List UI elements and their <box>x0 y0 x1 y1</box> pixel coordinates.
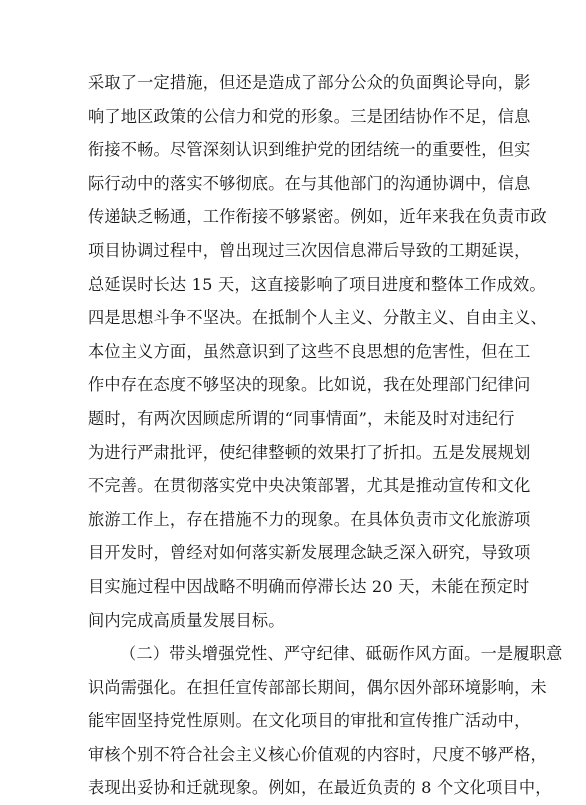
text-line: 不完善。在贯彻落实党中央决策部署，尤其是推动宣传和文化 <box>88 476 531 496</box>
text-line: 为进行严肃批评，使纪律整顿的效果打了折扣。五是发展规划 <box>88 442 531 462</box>
text-line: 旅游工作上，存在措施不力的现象。在具体负责市文化旅游项 <box>88 509 531 529</box>
text-line: 四是思想斗争不坚决。在抵制个人主义、分散主义、自由主义、 <box>88 308 547 328</box>
text-line: 表现出妥协和迁就现象。例如，在最近负责的 8 个文化项目中， <box>88 778 552 798</box>
text-line: 传递缺乏畅通，工作衔接不够紧密。例如，近年来我在负责市政 <box>88 207 547 227</box>
text-line: 能牢固坚持党性原则。在文化项目的审批和宣传推广活动中， <box>88 711 531 731</box>
text-line: 采取了一定措施，但还是造成了部分公众的负面舆论导向，影 <box>88 73 531 92</box>
text-line: 题时，有两次因顾虑所谓的“同事情面”，未能及时对违纪行 <box>88 408 515 428</box>
text-line: 识尚需强化。在担任宣传部部长期间，偶尔因外部环境影响，未 <box>88 677 547 697</box>
text-line: 目实施过程中因战略不明确而停滞长达 20 天，未能在预定时 <box>88 576 530 596</box>
text-line: 间内完成高质量发展目标。 <box>88 610 285 630</box>
document-body <box>88 66 563 805</box>
text-line: 项目协调过程中，曾出现过三次因信息滞后导致的工期延误， <box>88 240 531 260</box>
text-line: 响了地区政策的公信力和党的形象。三是团结协作不足，信息 <box>88 106 531 126</box>
text-line: 总延误时长达 15 天，这直接影响了项目进度和整体工作成效。 <box>88 274 546 294</box>
text-line: 目开发时，曾经对如何落实新发展理念缺乏深入研究，导致项 <box>88 543 531 563</box>
paragraph-2 <box>88 637 563 805</box>
text-line: 本位主义方面，虽然意识到了这些不良思想的危害性，但在工 <box>88 341 531 361</box>
text-line: （二）带头增强党性、严守纪律、砥砺作风方面。一是履职意 <box>120 644 563 664</box>
text-line: 审核个别不符合社会主义核心价值观的内容时，尺度不够严格， <box>88 744 547 764</box>
text-line: 作中存在态度不够坚决的现象。比如说，我在处理部门纪律问 <box>88 375 531 395</box>
paragraph-1 <box>88 66 547 637</box>
text-line: 际行动中的落实不够彻底。在与其他部门的沟通协调中，信息 <box>88 173 531 193</box>
text-line: 衔接不畅。尽管深刻认识到维护党的团结统一的重要性，但实 <box>88 140 531 160</box>
